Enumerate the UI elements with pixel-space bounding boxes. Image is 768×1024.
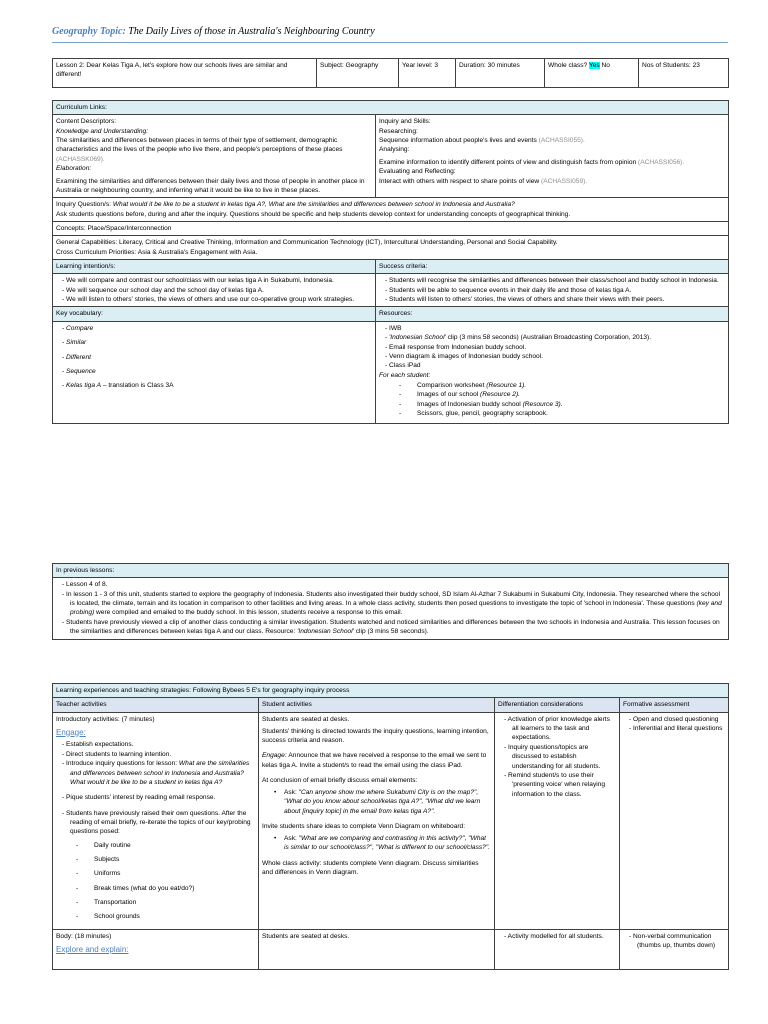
topic-item: - School grounds <box>94 912 255 921</box>
topic-item: - Uniforms <box>94 869 255 878</box>
learning-intentions-cell <box>53 274 376 307</box>
list-item: - Direct students to learning intention. <box>70 750 255 759</box>
key-vocabulary-heading: Key vocabulary: <box>53 307 376 321</box>
resource-item: - Class iPad <box>393 361 725 370</box>
body-formative-cell <box>620 929 729 969</box>
subject-cell: Subject: Geography <box>317 59 399 88</box>
list-item: - Students will be able to sequence events in their daily life and those of kelas tiga A. <box>393 286 725 295</box>
differentiation-cell <box>495 712 620 929</box>
topic-title: The Daily Lives of those in Australia's Neighbouring Country <box>128 26 375 37</box>
list-item: - Open and closed questioning <box>637 715 725 724</box>
topic-item: - Daily routine <box>94 841 255 850</box>
student-resource-item: - Images of Indonesian buddy school (Resource 3). <box>417 400 725 409</box>
list-item: - Students have previously viewed a clip of another class conducting a similar investigation. Students watched and noticed similarities and differences between the two schools in Indonesia and Australia. This lesson focuses on the similarities and differences between kelas tiga A and our class. Resource: 'Indonesian School' clip (3 mins 58 seconds). <box>70 618 725 637</box>
teacher-activities-cell: Introductory activities: (7 minutes) Engage: - Establish expectations. - Direct students to learning intention. - Introduce inquiry questions for lesson: What are the similarities and differences between school in Indonesia and Australia? What would it be like to be a student in kelas tiga A? - Pique students' interest by reading email response. - Students have previously raised their own questions. After the reading of email briefly, re-iterate the topics of our key/probing questions posed: - Daily routine - Subjects - Uniforms - Break times (what do you eat/do?) - Transportation - School grounds <box>53 712 259 929</box>
topic-item: - Transportation <box>94 898 255 907</box>
list-item: - Lesson 4 of 8. <box>70 580 725 589</box>
previous-lessons-cell <box>53 578 729 639</box>
list-item: - We will compare and contrast our school/class with our kelas tiga A in Sukabumi, Indonesia. <box>70 276 372 285</box>
resources-heading: Resources: <box>376 307 729 321</box>
list-item: - Students will recognise the similarities and differences between their class/school and buddy school in Indonesia. <box>393 276 725 285</box>
topic-item: - Break times (what do you eat/do?) <box>94 884 255 893</box>
body-teacher-cell: Body: (18 minutes) Explore and explain: <box>53 929 259 969</box>
learning-intention-heading: Learning intention/s: <box>53 260 376 274</box>
success-criteria-heading: Success criteria: <box>376 260 729 274</box>
list-item: - Inferential and literal questions <box>637 724 725 733</box>
vocab-item: - Compare <box>70 324 372 333</box>
list-item: - Activity modelled for all students. <box>512 932 616 941</box>
formative-assessment-cell <box>620 712 729 929</box>
duration-cell: Duration: 30 minutes <box>456 59 545 88</box>
whole-class-cell: Whole class? Yes No <box>545 59 639 88</box>
list-item: - In lesson 1 - 3 of this unit, students started to explore the geography of Indonesia. Students also investigated their buddy school, SD Islam Al-Azhar 7 Sukabumi in Sukabumi City, Indonesia. They researched where the school is located, the climate, terrain and its location in comparison to other facilities and living areas. In a whole class activity, students then posed questions to investigate the topic of 'school in Indonesia'. These questions (key and probing) were compiled and emailed to the buddy school. In this lesson, students receive a response to this email. <box>70 590 725 618</box>
whole-class-yes: Yes <box>588 62 600 69</box>
students-count-cell: Nos of Students: 23 <box>639 59 729 88</box>
each-student-label: For each student: <box>379 371 431 379</box>
list-item: - We will sequence our school day and the school day of kelas tiga A. <box>70 286 372 295</box>
whole-class-no: No <box>601 62 610 69</box>
list-item: - Students have previously raised their own questions. After the reading of email briefly, re-iterate the topics of our key/probing questions posed: <box>70 809 255 837</box>
topic-label: Geography Topic: <box>52 26 126 37</box>
list-item: - Inquiry questions/topics are discussed to establish understanding for all students. <box>512 743 616 771</box>
list-item: - Introduce inquiry questions for lesson: What are the similarities and differences between school in Indonesia and Australia? What would it be like to be a student in kelas tiga A? <box>70 759 255 787</box>
vocab-item: - Sequence <box>70 367 372 376</box>
vocab-item: - Kelas tiga A – translation is Class 3A <box>70 381 372 390</box>
vocab-item: - Similar <box>70 338 372 347</box>
lesson-info-table <box>52 58 729 88</box>
document-header <box>52 26 728 43</box>
success-criteria-cell <box>376 274 729 307</box>
previous-lessons-table <box>52 563 729 640</box>
inquiry-questions-cell: Inquiry Question/s: What would it be like to be a student in kelas tiga A?, What are the similarities and differences between school in Indonesia and Australia? Ask students questions before, during and after the inquiry. Questions should be specific and help students develop context for understanding concepts of geographical thinking. <box>53 198 729 222</box>
student-resource-item: - Comparison worksheet (Resource 1). <box>417 381 725 390</box>
content-descriptors-cell: Content Descriptors: Knowledge and Understanding: The similarities and differences between places in terms of their type of settlement, demographic characteristics and the lives of the people who live there, and people's perceptions of these places (ACHASSK069). Elaboration: Examining the similarities and differences between their daily lives and those of people in another place in Australia or neighbouring country, and inferring what it would be like to live in these places. <box>53 115 376 198</box>
learning-experiences-table <box>52 683 729 970</box>
engage-link[interactable]: Engage: <box>56 727 86 737</box>
student-activities-cell: Students are seated at desks. Students' thinking is directed towards the inquiry questions, learning intention, success criteria and reason. Engage: Announce that we have received a response to the email we sent to kelas tiga A. Invite a student/s to read the email using the class iPad. At conclusion of email briefly discuss email elements: • Ask: "Can anyone show me where Sukabumi City is on the map?", "What do you know about school/kelas tiga A?", "What did we learn about [inquiry topic] in the email from kelas tiga A?". Invite students share ideas to complete Venn Diagram on whiteboard: • Ask: "What are we comparing and contrasting in this activity?", "What is similar to our school/class?", "What is different to our school/class?". Whole class activity: students complete Venn diagram. Discuss similarities and differences in Venn diagram. <box>259 712 495 929</box>
col-teacher-activities: Teacher activities <box>53 698 259 712</box>
student-resource-item: - Images of our school (Resource 2). <box>417 390 725 399</box>
list-item: - Establish expectations. <box>70 740 255 749</box>
resource-item: - 'Indonesian School' clip (3 mins 58 seconds) (Australian Broadcasting Corporation, 2013). <box>393 333 725 342</box>
col-differentiation: Differentiation considerations <box>495 698 620 712</box>
list-item: • Ask: "What are we comparing and contrasting in this activity?", "What is similar to our school/class?", "What is different to our school/class?". <box>284 834 491 853</box>
vocab-item: - Different <box>70 353 372 362</box>
learning-experiences-heading: Learning experiences and teaching strategies: Following Bybees 5 E's for geography inquiry process <box>53 684 729 698</box>
inquiry-skills-cell: Inquiry and Skills: Researching: Sequence information about people's lives and events (ACHASSI055). Analysing: Examine information to identify different points of view and distinguish facts from opinion (ACHASSI056). Evaluating and Reflecting: Interact with others with respect to share points of view (ACHASSI059). <box>376 115 729 198</box>
resource-item: - Venn diagram & images of Indonesian buddy school. <box>393 352 725 361</box>
col-formative-assessment: Formative assessment <box>620 698 729 712</box>
student-resource-item: - Scissors, glue, pencil, geography scrapbook. <box>417 409 725 418</box>
concepts-cell: Concepts: Place/Space/Interconnection <box>53 221 729 235</box>
explore-link[interactable]: Explore and explain: <box>56 944 129 954</box>
topic-item: - Subjects <box>94 855 255 864</box>
list-item: - Students will listen to others' stories, the views of others and share their views with their peers. <box>393 295 725 304</box>
curriculum-heading: Curriculum Links: <box>53 101 729 115</box>
list-item: - Activation of prior knowledge alerts all learners to the task and expectations. <box>512 715 616 743</box>
resources-cell <box>376 321 729 424</box>
lesson-title: Lesson 2: Dear Kelas Tiga A, let's explore how our schools lives are similar and different! <box>53 59 317 88</box>
key-vocabulary-cell <box>53 321 376 424</box>
curriculum-table <box>52 100 729 424</box>
body-student-cell: Students are seated at desks. <box>259 929 495 969</box>
body-differentiation-cell <box>495 929 620 969</box>
year-level-cell: Year level: 3 <box>399 59 456 88</box>
col-student-activities: Student activities <box>259 698 495 712</box>
list-item: • Ask: "Can anyone show me where Sukabumi City is on the map?", "What do you know about school/kelas tiga A?", "What did we learn about [inquiry topic] in the email from kelas tiga A?". <box>284 788 491 816</box>
previous-lessons-heading: In previous lessons: <box>53 564 729 578</box>
resource-item: - Email response from Indonesian buddy school. <box>393 343 725 352</box>
list-item: - Remind student/s to use their 'presenting voice' when relaying information to the class. <box>512 771 616 799</box>
capabilities-cell: General Capabilities: Literacy, Critical and Creative Thinking, Information and Communication Technology (ICT), Intercultural Understanding, Personal and Social Capability. Cross Curriculum Priorities: Asia & Australia's Engagement with Asia. <box>53 236 729 260</box>
list-item: - Non-verbal communication (thumbs up, thumbs down) <box>637 932 725 951</box>
resource-item: - IWB <box>393 324 725 333</box>
list-item: - Pique students' interest by reading email response. <box>70 793 255 802</box>
list-item: - We will listen to others' stories, the views of others and use our co-operative group work strategies. <box>70 295 372 304</box>
